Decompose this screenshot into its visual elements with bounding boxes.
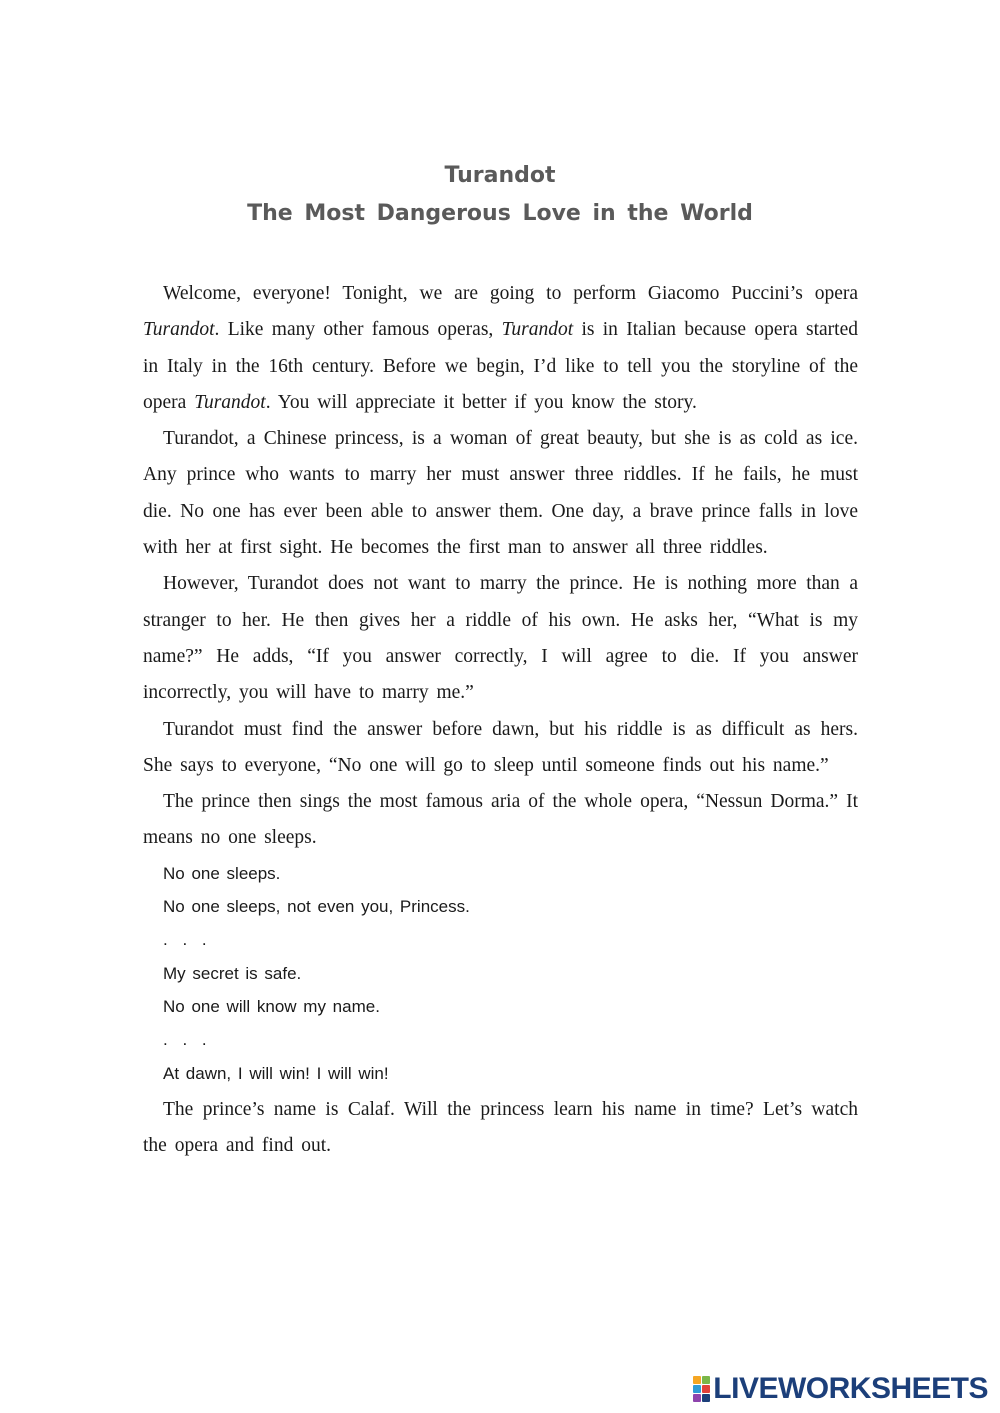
lyric-line: No one will know my name. [163, 996, 380, 1016]
paragraph-3: However, Turandot does not want to marry the prince. He is nothing more than a stranger to her. He then gives her a riddle of his own. He asks her, “What is my name?” He adds, “If you answer correctly, I will agree to die. If you answer incorrectly, you will have to marry me.” [143, 573, 858, 704]
lyric-ellipsis: . . . [163, 1030, 211, 1050]
italic-title-2: Turandot [501, 319, 574, 341]
document-subtitle: The Most Dangerous Love in the World [247, 201, 753, 226]
lyric-line: My secret is safe. [163, 963, 302, 983]
italic-title-1: Turandot [143, 319, 215, 341]
paragraph-2: Turandot, a Chinese princess, is a woman of great beauty, but she is as cold as ice. Any prince who wants to marry her must answer three riddles. If he fails, he must die. No one has ever been able to answer them. One day, a brave prince falls in love with her at first sight. He becomes the first man to answer all three riddles. [143, 428, 858, 559]
lyric-line: No one sleeps, not even you, Princess. [163, 897, 470, 917]
lyric-line: At dawn, I will win! I will win! [163, 1063, 389, 1083]
closing-paragraph: The prince’s name is Calaf. Will the princess learn his name in time? Let’s watch the opera and find out. [143, 1098, 858, 1157]
paragraph-1-text-a: Welcome, everyone! Tonight, we are going to perform Giacomo Puccini’s opera [163, 283, 858, 304]
paragraph-4: Turandot must find the answer before dawn, but his riddle is as difficult as hers. She says to everyone, “No one will go to sleep until someone finds out his name.” [143, 718, 858, 776]
document-title: Turandot [444, 163, 556, 188]
lyric-line: No one sleeps. [163, 863, 281, 883]
italic-title-3: Turandot [194, 391, 266, 413]
paragraph-1-text-e: is in Italian because opera started in Italy in the 16th century. Before we begin, I’d like to tell you the storyline of the opera [143, 319, 858, 413]
liveworksheets-logo-text: LIVEWORKSHEETS [713, 1372, 988, 1405]
paragraph-1-text-c: . Like many other famous operas, [214, 319, 502, 341]
paragraph-1 [143, 276, 858, 421]
document-body [143, 276, 858, 1164]
liveworksheets-logo-icon [693, 1376, 710, 1402]
aria-lyrics [143, 857, 858, 1090]
liveworksheets-logo [693, 1373, 988, 1405]
paragraph-1-text-g: . You will appreciate it better if you know the story. [265, 391, 697, 413]
lyric-ellipsis: . . . [163, 930, 211, 950]
paragraph-5: The prince then sings the most famous aria of the whole opera, “Nessun Dorma.” It means no one sleeps. [143, 791, 858, 849]
